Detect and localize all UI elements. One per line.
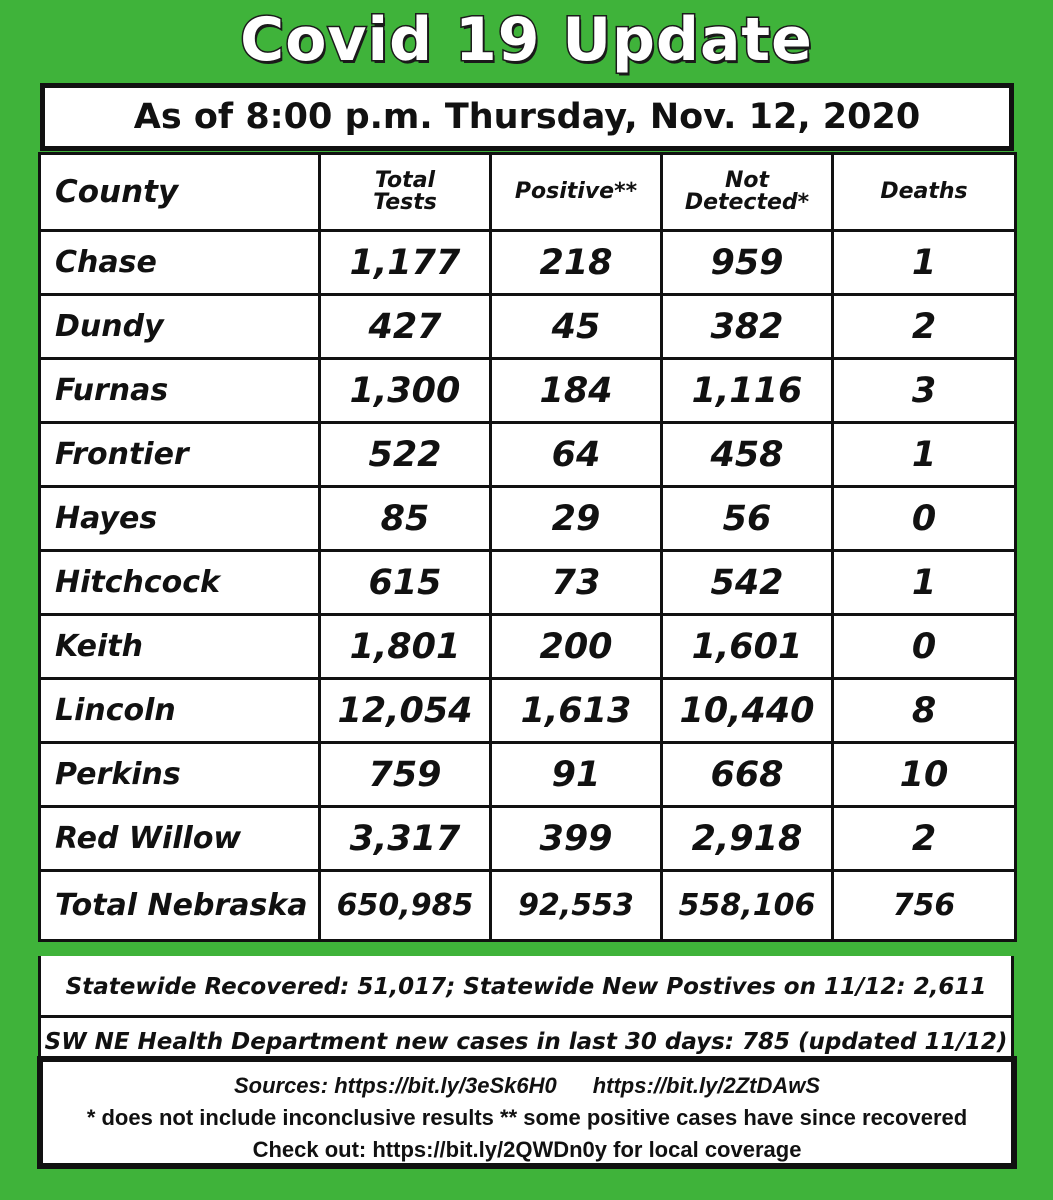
positive-cell: 91 (491, 743, 662, 807)
not-detected-cell: 959 (662, 231, 833, 295)
footnote-line: * does not include inconclusive results ** some positive cases have since recovered (86, 1105, 968, 1130)
total-tests-cell: 1,801 (320, 615, 491, 679)
positive-cell: 399 (491, 807, 662, 871)
county-cell: Dundy (40, 295, 320, 359)
positive-cell: 64 (491, 423, 662, 487)
deaths-cell: 2 (833, 807, 1016, 871)
date-banner: As of 8:00 p.m. Thursday, Nov. 12, 2020 (40, 83, 1014, 151)
page-title: Covid 19 Update (240, 5, 813, 75)
health-dept-note: SW NE Health Department new cases in last 30 days: 785 (updated 11/12) (38, 1018, 1014, 1058)
county-cell: Keith (40, 615, 320, 679)
county-cell: Hayes (40, 487, 320, 551)
table-row (40, 615, 1016, 679)
deaths-cell: 10 (833, 743, 1016, 807)
deaths-cell: 2 (833, 295, 1016, 359)
covid-table-container (38, 152, 1014, 942)
county-cell: Frontier (40, 423, 320, 487)
not-detected-cell: 10,440 (662, 679, 833, 743)
positive-cell: 200 (491, 615, 662, 679)
statewide-note: Statewide Recovered: 51,017; Statewide New Postives on 11/12: 2,611 (38, 956, 1014, 1018)
positive-cell: 29 (491, 487, 662, 551)
column-header-total-tests-line2: Tests (373, 190, 437, 215)
total-tests-cell: 1,300 (320, 359, 491, 423)
not-detected-cell: 56 (662, 487, 833, 551)
not-detected-cell: 1,116 (662, 359, 833, 423)
deaths-cell: 1 (833, 231, 1016, 295)
not-detected-cell: 1,601 (662, 615, 833, 679)
positive-cell: 92,553 (491, 871, 662, 941)
covid-table (38, 152, 1017, 942)
table-total-row (40, 871, 1016, 941)
table-row (40, 743, 1016, 807)
local-coverage-line: Check out: https://bit.ly/2QWDn0y for local coverage (252, 1137, 802, 1162)
table-row (40, 359, 1016, 423)
column-header-total-tests (320, 154, 491, 231)
column-header-not-detected-line1: Not (724, 168, 770, 193)
county-cell: Furnas (40, 359, 320, 423)
positive-cell: 218 (491, 231, 662, 295)
total-tests-cell: 85 (320, 487, 491, 551)
deaths-cell: 0 (833, 615, 1016, 679)
table-header-row (40, 154, 1016, 231)
table-row (40, 231, 1016, 295)
total-tests-cell: 650,985 (320, 871, 491, 941)
total-tests-cell: 427 (320, 295, 491, 359)
table-row (40, 423, 1016, 487)
column-header-not-detected (662, 154, 833, 231)
deaths-cell: 3 (833, 359, 1016, 423)
deaths-cell: 756 (833, 871, 1016, 941)
total-tests-cell: 522 (320, 423, 491, 487)
column-header-not-detected-line2: Detected* (684, 190, 810, 215)
county-cell: Chase (40, 231, 320, 295)
table-row (40, 807, 1016, 871)
column-header-total-tests-line1: Total (374, 168, 436, 193)
positive-cell: 45 (491, 295, 662, 359)
positive-cell: 73 (491, 551, 662, 615)
total-tests-cell: 1,177 (320, 231, 491, 295)
total-tests-cell: 615 (320, 551, 491, 615)
sources-box (37, 1056, 1017, 1169)
table-row (40, 295, 1016, 359)
not-detected-cell: 2,918 (662, 807, 833, 871)
table-row (40, 551, 1016, 615)
column-header-county: County (40, 154, 320, 231)
deaths-cell: 1 (833, 551, 1016, 615)
column-header-deaths: Deaths (833, 154, 1016, 231)
sources-line (43, 1070, 1011, 1102)
positive-cell: 184 (491, 359, 662, 423)
sources-link-2: https://bit.ly/2ZtDAwS (592, 1073, 821, 1098)
total-tests-cell: 12,054 (320, 679, 491, 743)
table-row (40, 679, 1016, 743)
column-header-positive: Positive** (491, 154, 662, 231)
not-detected-cell: 558,106 (662, 871, 833, 941)
county-cell: Red Willow (40, 807, 320, 871)
not-detected-cell: 382 (662, 295, 833, 359)
not-detected-cell: 458 (662, 423, 833, 487)
deaths-cell: 8 (833, 679, 1016, 743)
table-row (40, 487, 1016, 551)
county-cell: Lincoln (40, 679, 320, 743)
deaths-cell: 1 (833, 423, 1016, 487)
deaths-cell: 0 (833, 487, 1016, 551)
not-detected-cell: 668 (662, 743, 833, 807)
county-cell: Hitchcock (40, 551, 320, 615)
county-cell: Perkins (40, 743, 320, 807)
not-detected-cell: 542 (662, 551, 833, 615)
total-tests-cell: 759 (320, 743, 491, 807)
positive-cell: 1,613 (491, 679, 662, 743)
total-tests-cell: 3,317 (320, 807, 491, 871)
county-cell: Total Nebraska (40, 871, 320, 941)
sources-link-1: Sources: https://bit.ly/3eSk6H0 (233, 1073, 557, 1098)
